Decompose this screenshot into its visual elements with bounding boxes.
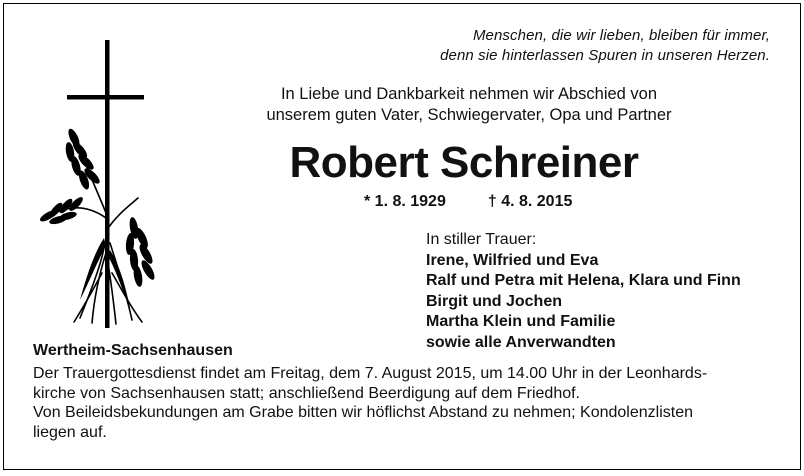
place-name: Wertheim-Sachsenhausen	[33, 342, 233, 359]
death-date: † 4. 8. 2015	[487, 193, 573, 210]
mourners-list	[426, 230, 741, 353]
intro-line-1: In Liebe und Dankbarkeit nehmen wir Abschied von	[280, 85, 658, 103]
mourner-entry: Irene, Wilfried und Eva	[426, 251, 599, 269]
notice-line-4: liegen auf.	[33, 423, 107, 441]
mourners-heading: In stiller Trauer:	[426, 231, 537, 248]
cross-with-wheat-icon	[34, 38, 164, 328]
notice-line-2: kirche von Sachsenhausen statt; anschließend Beerdigung auf dem Friedhof.	[33, 384, 580, 402]
mourner-entry: sowie alle Anverwandten	[426, 333, 616, 351]
life-dates	[364, 192, 572, 212]
deceased-name: Robert Schreiner	[289, 138, 639, 187]
notice-line-1: Der Trauergottesdienst findet am Freitag, dem 7. August 2015, um 14.00 Uhr in der Leonhards-	[33, 365, 708, 382]
quote-line-1: Menschen, die wir lieben, bleiben für immer,	[472, 27, 770, 44]
service-notice	[33, 364, 793, 442]
notice-line-3: Von Beileidsbekundungen am Grabe bitten wir höflichst Abstand zu nehmen; Kondolenzlisten	[33, 404, 693, 421]
mourner-entry: Martha Klein und Familie	[426, 313, 616, 330]
intro-text	[234, 84, 704, 126]
obituary-notice	[3, 3, 801, 470]
mourner-entry: Birgit und Jochen	[426, 292, 562, 310]
intro-line-2: unserem guten Vater, Schwiegervater, Opa und Partner	[266, 106, 672, 124]
quote	[440, 26, 770, 66]
mourner-entry: Ralf und Petra mit Helena, Klara und Finn	[426, 272, 741, 289]
quote-line-2: denn sie hinterlassen Spuren in unseren Herzen.	[440, 47, 770, 64]
birth-date: * 1. 8. 1929	[364, 193, 446, 210]
